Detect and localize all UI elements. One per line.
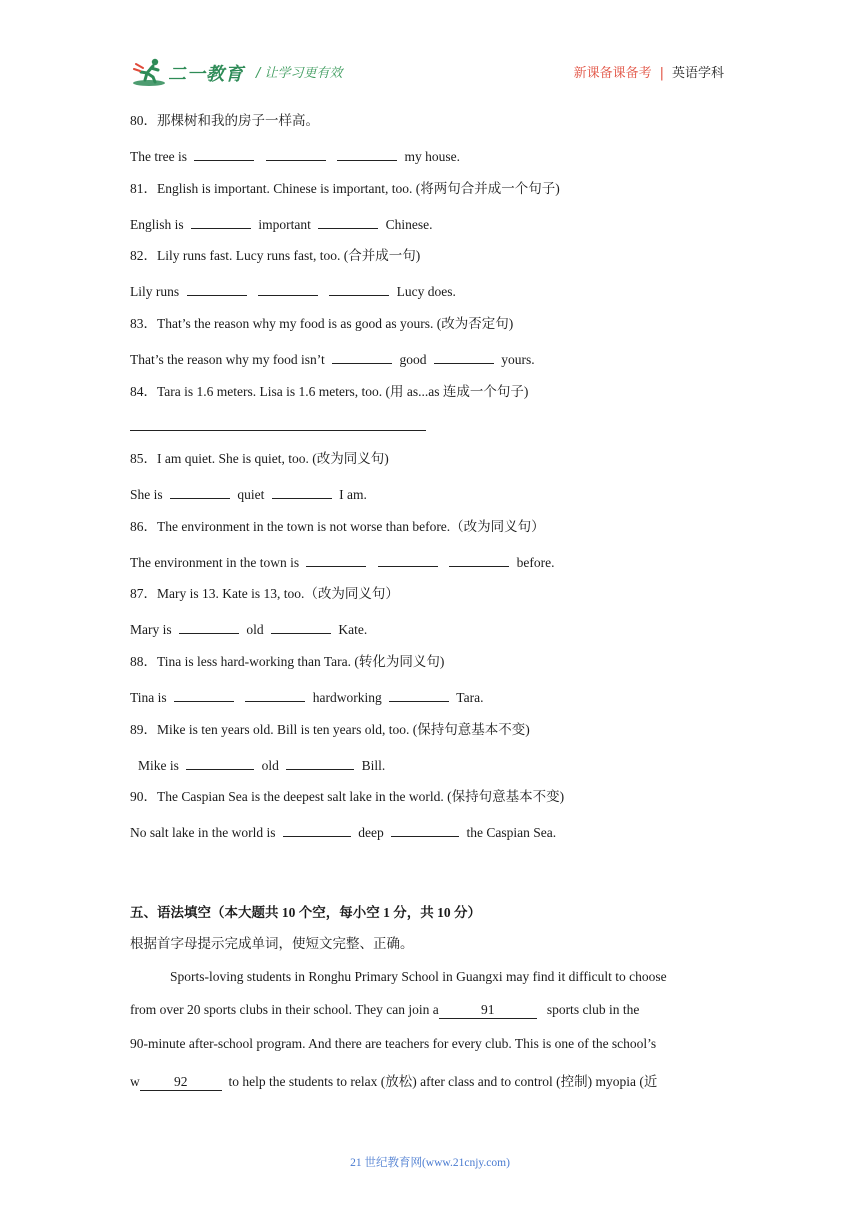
section-title: 五、语法填空（本大题共 10 个空，每小空 1 分，共 10 分） bbox=[130, 905, 481, 920]
answer-text: No salt lake in the world is bbox=[130, 825, 276, 840]
blank-field[interactable] bbox=[266, 146, 326, 161]
answer-text: good bbox=[399, 352, 427, 367]
page-footer[interactable]: 21 世纪教育网(www.21cnjy.com) bbox=[350, 1157, 510, 1169]
answer-text: old bbox=[246, 622, 264, 637]
blank-field[interactable] bbox=[434, 349, 494, 364]
blank-field[interactable] bbox=[329, 281, 389, 296]
answer-text: That’s the reason why my food isn’t bbox=[130, 352, 325, 367]
answer-text: English is bbox=[130, 217, 184, 232]
answer-text: The tree is bbox=[130, 149, 187, 164]
answer-line bbox=[130, 146, 460, 166]
runner-logo-icon bbox=[133, 58, 167, 88]
blank-field[interactable] bbox=[272, 484, 332, 499]
question-prompt: 80．那棵树和我的房子一样高。 bbox=[130, 113, 319, 128]
blank-field[interactable] bbox=[194, 146, 254, 161]
answer-text: quiet bbox=[237, 487, 265, 502]
answer-line bbox=[130, 281, 456, 301]
answer-text: The environment in the town is bbox=[130, 555, 300, 570]
answer-text: Mike is bbox=[138, 758, 179, 773]
blank-field[interactable] bbox=[449, 552, 509, 567]
passage-line: Sports-loving students in Ronghu Primary School in Guangxi may find it difficult to choose bbox=[170, 969, 667, 984]
question-prompt: 88．Tina is less hard-working than Tara. (转化为同义句) bbox=[130, 654, 445, 669]
answer-text: old bbox=[261, 758, 279, 773]
answer-line bbox=[130, 552, 554, 572]
question-prompt: 90．The Caspian Sea is the deepest salt lake in the world. (保持句意基本不变) bbox=[130, 789, 565, 804]
question-prompt: 86．The environment in the town is not worse than before.（改为同义句） bbox=[130, 519, 545, 534]
answer-text: important bbox=[258, 217, 311, 232]
subject-label: 英语学科 bbox=[671, 66, 724, 81]
blank-91[interactable]: 91 bbox=[439, 1002, 537, 1019]
blank-field[interactable] bbox=[245, 687, 305, 702]
logo-text: 二一教育 bbox=[168, 64, 244, 85]
answer-text: my house. bbox=[404, 149, 460, 164]
answer-text: deep bbox=[358, 825, 384, 840]
section-instruction: 根据首字母提示完成单词，使短文完整、正确。 bbox=[130, 936, 414, 951]
blank-field[interactable] bbox=[179, 619, 239, 634]
exam-label: 新课备课备考 bbox=[573, 66, 652, 81]
question-prompt: 87．Mary is 13. Kate is 13, too.（改为同义句） bbox=[130, 586, 399, 601]
blank-field[interactable] bbox=[174, 687, 234, 702]
blank-field[interactable] bbox=[378, 552, 438, 567]
blank-field[interactable] bbox=[391, 822, 459, 837]
question-prompt: 89．Mike is ten years old. Bill is ten years old, too. (保持句意基本不变) bbox=[130, 722, 530, 737]
blank-field[interactable] bbox=[187, 281, 247, 296]
blank-field[interactable] bbox=[170, 484, 230, 499]
answer-text: Tina is bbox=[130, 690, 167, 705]
header-separator: | bbox=[659, 66, 664, 81]
answer-text: Bill. bbox=[361, 758, 386, 773]
blank-field[interactable] bbox=[337, 146, 397, 161]
answer-text: Tara. bbox=[456, 690, 484, 705]
blank-field[interactable] bbox=[389, 687, 449, 702]
question-prompt: 85．I am quiet. She is quiet, too. (改为同义句) bbox=[130, 451, 389, 466]
answer-text: before. bbox=[516, 555, 555, 570]
blank-field[interactable] bbox=[258, 281, 318, 296]
answer-text: Chinese. bbox=[385, 217, 433, 232]
blank-92[interactable]: 92 bbox=[140, 1074, 222, 1091]
answer-text: Lily runs bbox=[130, 284, 180, 299]
passage-text: sports club in the bbox=[546, 1002, 640, 1017]
answer-line bbox=[130, 214, 433, 234]
question-prompt: 81．English is important. Chinese is important, too. (将两句合并成一个句子) bbox=[130, 181, 560, 196]
slogan: / 让学习更有效 bbox=[256, 66, 343, 81]
passage-text: w bbox=[130, 1074, 140, 1089]
answer-text: I am. bbox=[339, 487, 367, 502]
blank-field[interactable] bbox=[271, 619, 331, 634]
blank-field[interactable] bbox=[286, 755, 354, 770]
answer-line bbox=[130, 484, 367, 504]
answer-line bbox=[130, 822, 556, 842]
passage-text: from over 20 sports clubs in their school. They can join a bbox=[130, 1002, 439, 1017]
passage-line: 90-minute after-school program. And there are teachers for every club. This is one of the school’s bbox=[130, 1036, 657, 1051]
answer-line bbox=[138, 755, 385, 775]
passage-line bbox=[130, 1070, 733, 1091]
answer-text: the Caspian Sea. bbox=[466, 825, 557, 840]
header-right bbox=[574, 62, 724, 81]
question-prompt: 83．That’s the reason why my food is as good as yours. (改为否定句) bbox=[130, 316, 514, 331]
answer-text: She is bbox=[130, 487, 163, 502]
question-prompt: 84．Tara is 1.6 meters. Lisa is 1.6 meters, too. (用 as...as 连成一个句子) bbox=[130, 384, 529, 399]
answer-underline[interactable] bbox=[130, 430, 426, 431]
question-prompt: 82．Lily runs fast. Lucy runs fast, too. (合并成一句) bbox=[130, 248, 421, 263]
blank-field[interactable] bbox=[306, 552, 366, 567]
blank-field[interactable] bbox=[332, 349, 392, 364]
answer-line bbox=[130, 619, 367, 639]
passage-text: to help the students to relax (放松) after class and to control (控制) myopia (近 bbox=[228, 1074, 658, 1089]
answer-line bbox=[130, 687, 483, 707]
answer-line bbox=[130, 349, 535, 369]
answer-text: yours. bbox=[501, 352, 535, 367]
answer-text: Lucy does. bbox=[396, 284, 456, 299]
blank-field[interactable] bbox=[186, 755, 254, 770]
page-header bbox=[0, 0, 860, 100]
blank-field[interactable] bbox=[191, 214, 251, 229]
answer-text: Kate. bbox=[338, 622, 368, 637]
answer-text: Mary is bbox=[130, 622, 172, 637]
passage-line bbox=[130, 1002, 733, 1019]
blank-field[interactable] bbox=[318, 214, 378, 229]
answer-text: hardworking bbox=[312, 690, 382, 705]
blank-field[interactable] bbox=[283, 822, 351, 837]
